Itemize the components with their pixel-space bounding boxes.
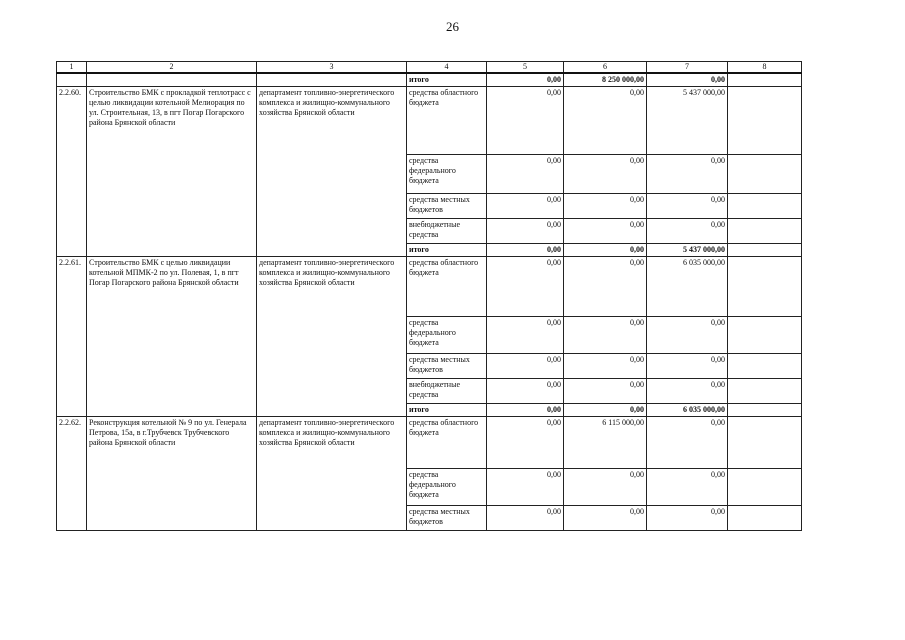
header-cell: 1: [57, 62, 87, 74]
value-col5: 0,00: [487, 155, 564, 194]
empty-cell: [728, 317, 802, 354]
item-number: 2.2.60.: [57, 87, 87, 257]
table-row: [57, 257, 802, 317]
funding-source: средства местных бюджетов: [407, 194, 487, 219]
header-cell: 8: [728, 62, 802, 74]
page-number: 26: [446, 19, 459, 34]
value-col6: 0,00: [564, 506, 647, 531]
value-col7: 5 437 000,00: [647, 244, 728, 257]
empty-cell: [728, 469, 802, 506]
empty-cell: [728, 194, 802, 219]
header-row: [57, 62, 802, 74]
value-col6: 0,00: [564, 469, 647, 506]
value-col5: 0,00: [487, 317, 564, 354]
value-col6: 0,00: [564, 87, 647, 155]
header-cell: 3: [257, 62, 407, 74]
value-col5: 0,00: [487, 244, 564, 257]
value-col7: 0,00: [647, 506, 728, 531]
empty-cell: [728, 155, 802, 194]
header-cell: 5: [487, 62, 564, 74]
table-row: [57, 87, 802, 155]
item-number: 2.2.62.: [57, 417, 87, 531]
total-label: итого: [407, 244, 487, 257]
value-col7: 0,00: [647, 469, 728, 506]
item-executor: департамент топливно-энергетического комплекса и жилищно-коммунального хозяйства Брянской области: [257, 417, 407, 531]
empty-cell: [728, 87, 802, 155]
value-col7: 0,00: [647, 317, 728, 354]
carryover-total-row: [57, 73, 802, 87]
item-executor: департамент топливно-энергетического комплекса и жилищно-коммунального хозяйства Брянской области: [257, 87, 407, 257]
funding-source: средства федерального бюджета: [407, 469, 487, 506]
item-description: Строительство БМК с прокладкой теплотрасс с целью ликвидации котельной Мелиорация по ул. Строительная, 13, в пгт Погар Погарского района Брянской области: [87, 87, 257, 257]
funding-source: средства федерального бюджета: [407, 317, 487, 354]
value-col7: 0,00: [647, 73, 728, 87]
value-col5: 0,00: [487, 194, 564, 219]
value-col5: 0,00: [487, 219, 564, 244]
total-label: итого: [407, 73, 487, 87]
value-col7: 0,00: [647, 354, 728, 379]
value-col7: 6 035 000,00: [647, 257, 728, 317]
empty-cell: [728, 417, 802, 469]
header-cell: 6: [564, 62, 647, 74]
value-col7: 0,00: [647, 194, 728, 219]
item-number: 2.2.61.: [57, 257, 87, 417]
item-description: Реконструкция котельной № 9 по ул. Генерала Петрова, 15а, в г.Трубчевск Трубчевского района Брянской области: [87, 417, 257, 531]
value-col6: 0,00: [564, 194, 647, 219]
empty-cell: [57, 73, 87, 87]
empty-cell: [728, 244, 802, 257]
item-description: Строительство БМК с целью ликвидации котельной МПМК-2 по ул. Полевая, 1, в пгт Погар Погарского района Брянской области: [87, 257, 257, 417]
header-cell: 4: [407, 62, 487, 74]
value-col6: 0,00: [564, 257, 647, 317]
funding-source: средства местных бюджетов: [407, 506, 487, 531]
value-col5: 0,00: [487, 379, 564, 404]
value-col5: 0,00: [487, 257, 564, 317]
value-col5: 0,00: [487, 404, 564, 417]
funding-source: средства местных бюджетов: [407, 354, 487, 379]
item-executor: департамент топливно-энергетического комплекса и жилищно-коммунального хозяйства Брянской области: [257, 257, 407, 417]
value-col7: 0,00: [647, 379, 728, 404]
empty-cell: [728, 219, 802, 244]
empty-cell: [728, 404, 802, 417]
empty-cell: [728, 354, 802, 379]
value-col6: 0,00: [564, 219, 647, 244]
value-col5: 0,00: [487, 87, 564, 155]
value-col7: 0,00: [647, 219, 728, 244]
empty-cell: [728, 73, 802, 87]
empty-cell: [728, 506, 802, 531]
value-col5: 0,00: [487, 73, 564, 87]
funding-source: средства областного бюджета: [407, 257, 487, 317]
funding-source: внебюджетные средства: [407, 219, 487, 244]
value-col6: 0,00: [564, 155, 647, 194]
value-col7: 6 035 000,00: [647, 404, 728, 417]
value-col6: 0,00: [564, 354, 647, 379]
funding-source: внебюджетные средства: [407, 379, 487, 404]
value-col6: 0,00: [564, 379, 647, 404]
budget-table: [56, 61, 802, 531]
empty-cell: [87, 73, 257, 87]
value-col5: 0,00: [487, 506, 564, 531]
header-cell: 7: [647, 62, 728, 74]
value-col5: 0,00: [487, 469, 564, 506]
value-col7: 0,00: [647, 155, 728, 194]
value-col7: 5 437 000,00: [647, 87, 728, 155]
header-cell: 2: [87, 62, 257, 74]
total-label: итого: [407, 404, 487, 417]
value-col6: 0,00: [564, 244, 647, 257]
value-col6: 0,00: [564, 317, 647, 354]
empty-cell: [728, 257, 802, 317]
empty-cell: [728, 379, 802, 404]
table-row: [57, 417, 802, 469]
funding-source: средства областного бюджета: [407, 417, 487, 469]
value-col7: 0,00: [647, 417, 728, 469]
value-col6: 6 115 000,00: [564, 417, 647, 469]
funding-source: средства федерального бюджета: [407, 155, 487, 194]
value-col5: 0,00: [487, 417, 564, 469]
value-col6: 0,00: [564, 404, 647, 417]
value-col6: 8 250 000,00: [564, 73, 647, 87]
funding-source: средства областного бюджета: [407, 87, 487, 155]
empty-cell: [257, 73, 407, 87]
value-col5: 0,00: [487, 354, 564, 379]
